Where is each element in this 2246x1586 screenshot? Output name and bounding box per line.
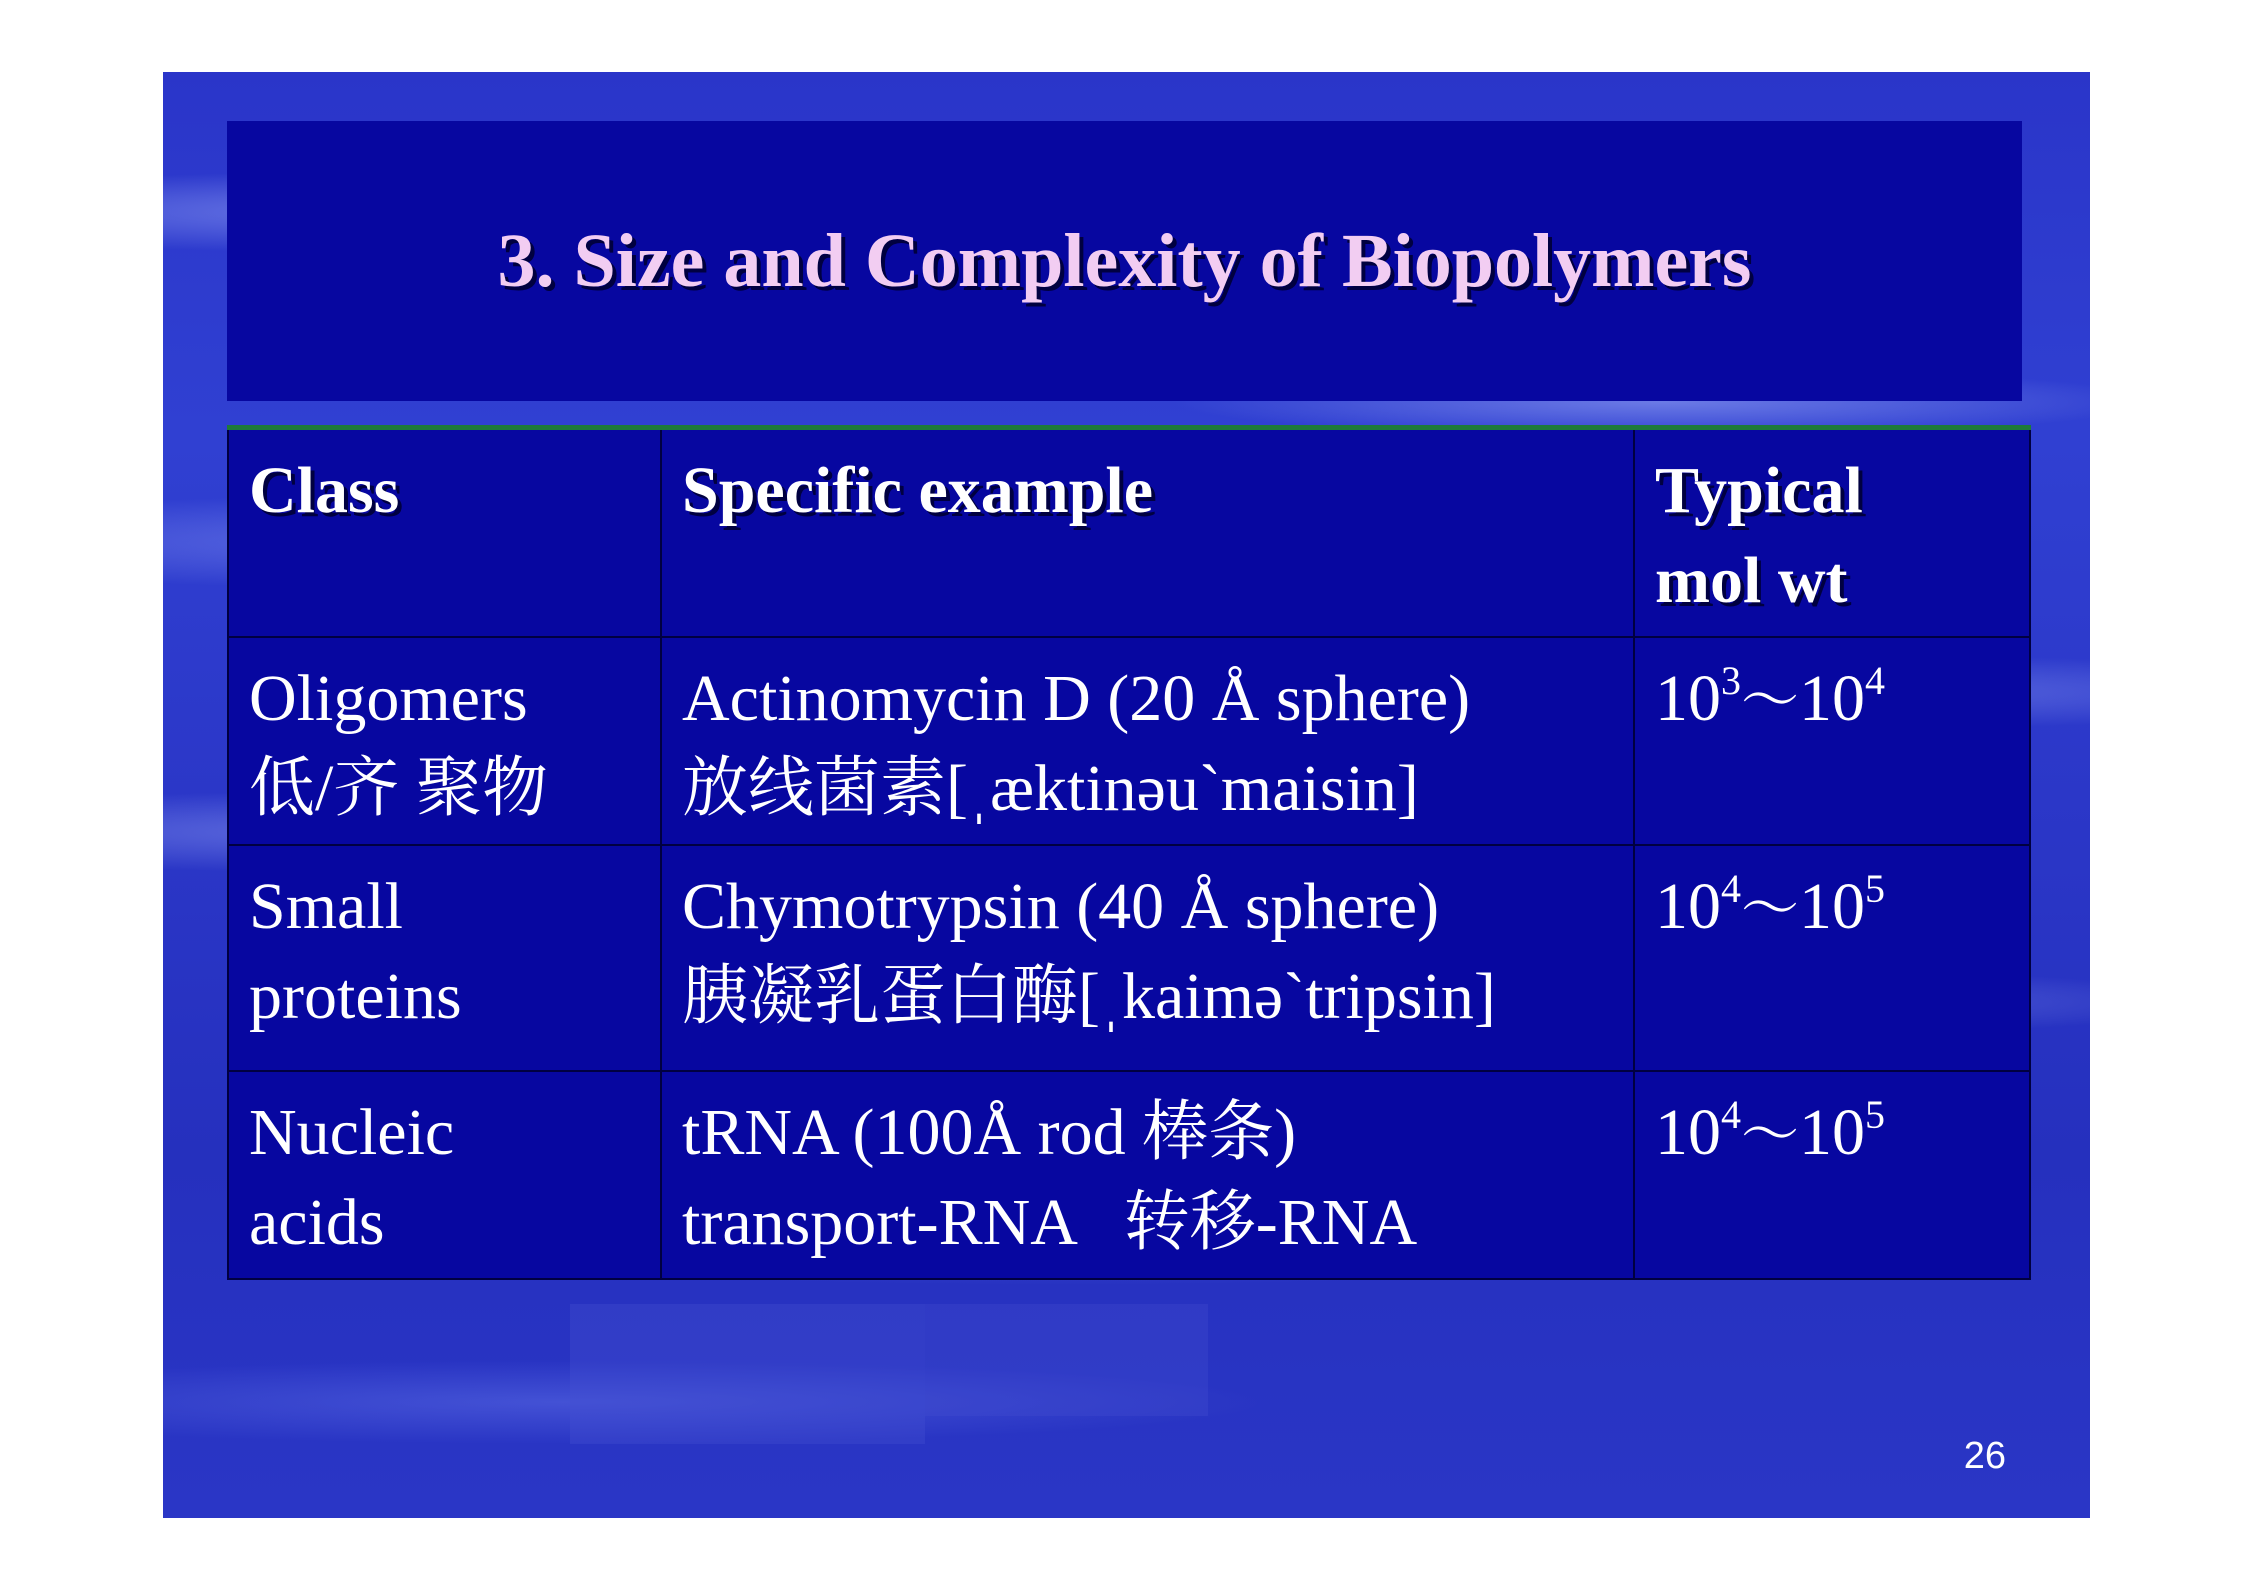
- cell-mol-wt: $10^4\sim 10^5$: [1634, 845, 2030, 1071]
- table-row: [228, 845, 2030, 1071]
- header-class: Class: [228, 428, 661, 638]
- background-blur-patch: [570, 1304, 925, 1444]
- table-header-row: [228, 428, 2030, 638]
- slide-title: 3. Size and Complexity of Biopolymers: [497, 218, 1752, 303]
- cell-mol-wt: $10^4\sim 10^5$: [1634, 1071, 2030, 1279]
- cell-example: Chymotrypsin (40 Å sphere) 胰凝乳蛋白酶[ˌkaiməˋtripsin]: [661, 845, 1634, 1071]
- cell-class: Nucleic acids: [228, 1071, 661, 1279]
- header-specific-example: Specific example: [661, 428, 1634, 638]
- slide: [163, 72, 2090, 1518]
- table-row: [228, 637, 2030, 845]
- title-box: [227, 121, 2022, 401]
- cell-class: Oligomers 低/齐 聚物: [228, 637, 661, 845]
- cell-class: Small proteins: [228, 845, 661, 1071]
- table-row: [228, 1071, 2030, 1279]
- background-blur-patch: [925, 1304, 1208, 1416]
- page-number: 26: [1963, 1435, 2006, 1477]
- header-typical-mol-wt: Typical mol wt: [1634, 428, 2030, 638]
- cell-mol-wt: $10^3\sim 10^4$: [1634, 637, 2030, 845]
- biopolymer-table: [227, 425, 2031, 1280]
- cell-example: Actinomycin D (20 Å sphere) 放线菌素[ˌæktinəuˋmaisin]: [661, 637, 1634, 845]
- cell-example: tRNA (100Å rod 棒条) transport-RNA 转移-RNA: [661, 1071, 1634, 1279]
